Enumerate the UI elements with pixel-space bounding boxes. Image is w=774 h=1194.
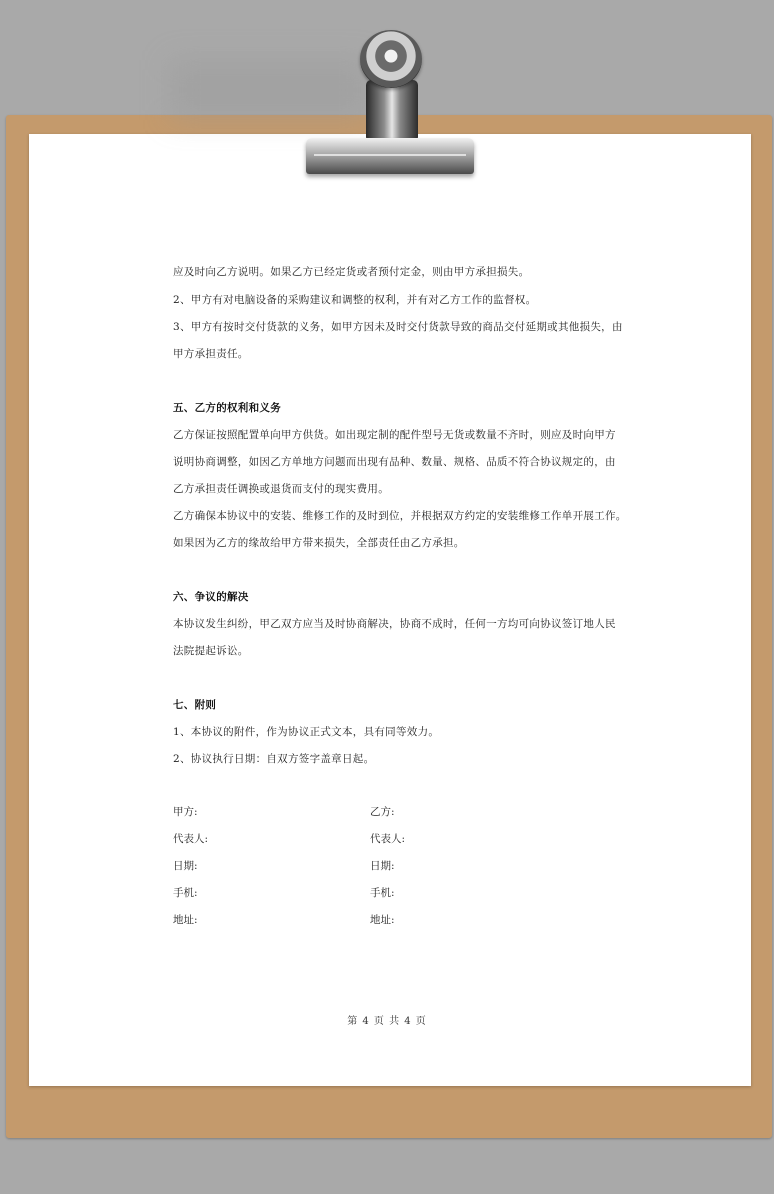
clip-shadow bbox=[170, 60, 370, 120]
section-heading: 六、争议的解决 bbox=[173, 591, 249, 603]
text-line: 应及时向乙方说明。如果乙方已经定货或者预付定金，则由甲方承担损失。 bbox=[173, 266, 530, 278]
signature-label: 地址: bbox=[370, 914, 395, 926]
text-line: 乙方确保本协议中的安装、维修工作的及时到位，并根据双方约定的安装维修工作单开展工作。 bbox=[173, 510, 627, 522]
clip-base bbox=[306, 138, 474, 174]
signature-label: 甲方: bbox=[173, 806, 198, 818]
signature-label: 手机: bbox=[370, 887, 395, 899]
text-line: 乙方保证按照配置单向甲方供货。如出现定制的配件型号无货或数量不齐时，则应及时向甲方 bbox=[173, 429, 616, 441]
text-line: 3、甲方有按时交付货款的义务，如甲方因未及时交付货款导致的商品交付延期或其他损失，由 bbox=[173, 321, 623, 333]
signature-label: 日期: bbox=[370, 860, 395, 872]
signature-label: 代表人: bbox=[173, 833, 209, 845]
signature-label: 日期: bbox=[173, 860, 198, 872]
clip-ring-icon bbox=[360, 30, 422, 88]
page-footer: 第 4 页 共 4 页 bbox=[347, 1016, 427, 1027]
text-line: 甲方承担责任。 bbox=[173, 348, 249, 360]
signature-label: 地址: bbox=[173, 914, 198, 926]
clip-stem bbox=[366, 80, 418, 142]
text-line: 2、协议执行日期：自双方签字盖章日起。 bbox=[173, 753, 375, 765]
section-heading: 七、附则 bbox=[173, 699, 217, 711]
text-line: 1、本协议的附件，作为协议正式文本，具有同等效力。 bbox=[173, 726, 440, 738]
signature-label: 乙方: bbox=[370, 806, 395, 818]
signature-label: 代表人: bbox=[370, 833, 406, 845]
text-line: 乙方承担责任调换或退货而支付的现实费用。 bbox=[173, 483, 389, 495]
text-line: 法院提起诉讼。 bbox=[173, 645, 249, 657]
text-line: 2、甲方有对电脑设备的采购建议和调整的权利，并有对乙方工作的监督权。 bbox=[173, 294, 537, 306]
text-line: 说明协商调整，如因乙方单地方问题而出现有品种、数量、规格、品质不符合协议规定的，由 bbox=[173, 456, 616, 468]
text-line: 如果因为乙方的缘故给甲方带来损失，全部责任由乙方承担。 bbox=[173, 537, 465, 549]
section-heading: 五、乙方的权利和义务 bbox=[173, 402, 281, 414]
signature-label: 手机: bbox=[173, 887, 198, 899]
text-line: 本协议发生纠纷，甲乙双方应当及时协商解决，协商不成时，任何一方均可向协议签订地人民 bbox=[173, 618, 616, 630]
